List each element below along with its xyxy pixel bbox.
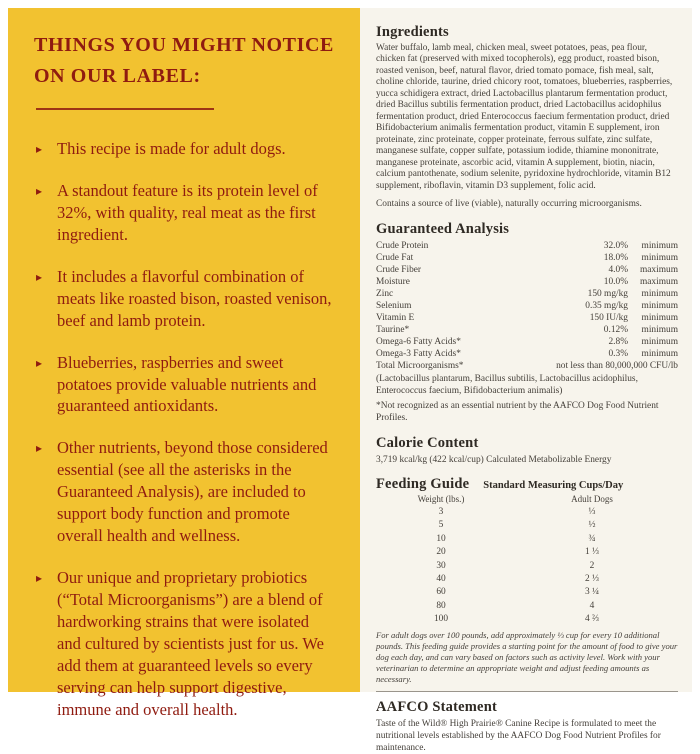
bullet-text: Other nutrients, beyond those considered essential (see all the asterisks in the Guaranteed Analysis), are included to support body function and promote overall health and wellness. <box>57 438 328 546</box>
weight-value: 80 <box>436 600 446 611</box>
ingredients-text: Water buffalo, lamb meal, chicken meal, sweet potatoes, peas, pea flour, chicken fat (preserved with mixed tocopherols), egg product, roasted bison, roasted venison, beef, natural flavor, dried tomato pomace, fish meal, salt, choline chloride, taurine, dried chicory root, tomatoes, blueberries, raspberries, yucca schidigera extract, dried Lactobacillus plantarum fermentation product, dried Bacillus subtilis fermentation product, dried Lactobacillus acidophilus fermentation product, dried Enterococcus faecium fermentation product, dried Bifidobacterium animalis fermentation product, vitamin E supplement, iron proteinate, zinc proteinate, copper proteinate, ferrous sulfate, zinc sulfate, manganese sulfate, copper sulfate, potassium iodide, thiamine mononitrate, manganese proteinate, ascorbic acid, vitamin A supplement, biotin, niacin, calcium pantothenate, sodium selenite, pyridoxine hydrochloride, vitamin B12 supplement, riboflavin, vitamin D3 supplement, folic acid. <box>376 43 673 191</box>
nutrient-name: Omega-3 Fatty Acids* <box>376 348 461 359</box>
cups-value: 4 <box>589 600 595 611</box>
cups-value: ½ <box>588 520 596 531</box>
list-item <box>34 437 334 547</box>
table-row <box>376 573 678 586</box>
weight-value: 30 <box>436 560 446 571</box>
measuring-cups-heading: Standard Measuring Cups/Day <box>483 480 624 492</box>
calorie-content-section <box>376 435 678 466</box>
weight-value: 5 <box>438 520 444 531</box>
table-row <box>376 312 678 324</box>
nutrient-name: Crude Fat <box>376 252 414 263</box>
bullet-text: A standout feature is its protein level of 32%, with quality, real meat as the first ingredient. <box>57 180 318 244</box>
bullet-arrow-icon: ▸ <box>36 355 43 370</box>
live-microorganisms-note: Contains a source of live (viable), naturally occurring microorganisms. <box>376 199 642 210</box>
table-row <box>376 586 678 599</box>
ingredients-heading: Ingredients <box>376 24 449 40</box>
bullet-text: Our unique and proprietary probiotics (“Total Microorganisms”) are a blend of hardworking strains that were isolated and cultured by scientists just for us. We add them at guaranteed levels so every serving can help support digestive, immune and overall health. <box>57 568 324 719</box>
weight-column-header: Weight (lbs.) <box>417 494 465 505</box>
table-row <box>376 240 678 252</box>
weight-value: 10 <box>436 533 446 544</box>
nutrient-value: 18.0% <box>603 252 628 263</box>
weight-value: 100 <box>433 613 449 624</box>
table-row <box>376 348 678 360</box>
adult-dogs-column-header: Adult Dogs <box>571 494 613 505</box>
table-row <box>376 336 678 348</box>
list-item <box>34 352 334 418</box>
table-row <box>376 300 678 312</box>
nutrient-value: 0.12% <box>603 324 628 335</box>
table-row <box>376 560 678 573</box>
table-row <box>376 546 678 559</box>
nutrient-name: Moisture <box>376 276 410 287</box>
weight-value: 3 <box>438 507 444 518</box>
bullet-text: This recipe is made for adult dogs. <box>57 139 286 158</box>
nutrient-value: 10.0% <box>603 276 628 287</box>
nutrient-qualifier: minimum <box>641 300 678 311</box>
cups-value: 3 ¼ <box>584 587 600 598</box>
bullet-arrow-icon: ▸ <box>36 183 43 198</box>
nutrient-qualifier: minimum <box>641 312 678 323</box>
nutrient-value: 32.0% <box>603 240 628 251</box>
bullet-arrow-icon: ▸ <box>36 142 43 156</box>
nutrient-qualifier: minimum <box>641 240 678 251</box>
table-row <box>376 252 678 264</box>
aafco-text: Taste of the Wild® High Prairie® Canine Recipe is formulated to meet the nutritional levels established by the AAFCO Dog Food Nutrient Profiles for maintenance. <box>376 719 661 754</box>
nutrient-qualifier: minimum <box>641 324 678 335</box>
nutrient-name: Total Microorganisms* <box>376 360 464 371</box>
feeding-guide-note: For adult dogs over 100 pounds, add approximately ⅓ cup for every 10 additional pounds. This feeding guide provides a starting point for the amount of food to give your dog each day, and can vary based on factors such as activity level. Work with your veterinarian to determine an appropriate weight and adjust feeding amounts as necessary. <box>376 630 678 692</box>
weight-value: 40 <box>436 573 446 584</box>
nutrient-name: Omega-6 Fatty Acids* <box>376 336 461 347</box>
aafco-statement-section <box>376 699 678 754</box>
nutrient-name: Selenium <box>376 300 412 311</box>
feeding-guide-section <box>376 476 678 692</box>
table-row <box>376 506 678 519</box>
weight-value: 60 <box>436 587 446 598</box>
bullet-text: Blueberries, raspberries and sweet potatoes provide valuable nutrients and guaranteed antioxidants. <box>57 352 317 416</box>
asterisk-footnote: *Not recognized as an essential nutrient by the AAFCO Dog Food Nutrient Profiles. <box>376 401 659 424</box>
microorganism-species-list: (Lactobacillus plantarum, Bacillus subtilis, Lactobacillus acidophilus, Enterococcus faecium, Bifidobacterium animalis) <box>376 373 638 396</box>
cups-value: 1 ⅓ <box>584 547 600 558</box>
cups-value: ¾ <box>588 533 596 544</box>
nutrient-qualifier: minimum <box>641 288 678 299</box>
list-item <box>34 266 334 332</box>
table-row <box>376 533 678 546</box>
table-row <box>376 264 678 276</box>
table-row <box>376 613 678 626</box>
nutrient-value: 150 mg/kg <box>587 288 628 299</box>
aafco-heading: AAFCO Statement <box>376 699 497 716</box>
feeding-guide-header <box>376 476 678 493</box>
feeding-guide-heading: Feeding Guide <box>376 476 470 493</box>
table-row <box>376 360 678 372</box>
table-row <box>376 324 678 336</box>
nutrient-qualifier: maximum <box>639 264 678 275</box>
nutrient-name: Vitamin E <box>376 312 415 323</box>
nutrient-qualifier: minimum <box>641 252 678 263</box>
calorie-content-heading: Calorie Content <box>376 434 479 451</box>
bullet-arrow-icon: ▸ <box>36 441 43 456</box>
nutrient-name: Crude Fiber <box>376 264 422 275</box>
label-notes-panel <box>8 8 360 719</box>
nutrient-qualifier: minimum <box>641 336 678 347</box>
nutrient-value: 150 IU/kg <box>589 312 628 323</box>
nutrient-name: Taurine* <box>376 324 410 335</box>
calorie-content-text: 3,719 kcal/kg (422 kcal/cup) Calculated Metabolizable Energy <box>376 454 612 465</box>
list-item <box>34 138 334 160</box>
nutrient-value: 0.35 mg/kg <box>585 300 628 311</box>
bullet-text: It includes a flavorful combination of meats like roasted bison, roasted venison, beef and lamb protein. <box>57 266 332 330</box>
nutrient-value: 2.8% <box>608 336 628 347</box>
cups-value: 2 <box>589 560 595 571</box>
table-row <box>376 276 678 288</box>
bullet-arrow-icon: ▸ <box>36 571 43 586</box>
list-item <box>34 180 334 246</box>
cups-value: 2 ⅓ <box>584 573 600 584</box>
table-row <box>376 519 678 532</box>
nutrient-value: 0.3% <box>608 348 628 359</box>
nutrition-panel <box>360 8 692 754</box>
nutrient-value: not less than 80,000,000 CFU/lb <box>556 360 678 371</box>
weight-value: 20 <box>436 547 446 558</box>
list-item <box>34 567 334 721</box>
guaranteed-analysis-table <box>376 240 678 372</box>
guaranteed-analysis-heading: Guaranteed Analysis <box>376 220 510 237</box>
nutrient-value: 4.0% <box>608 264 628 275</box>
nutrient-name: Crude Protein <box>376 240 429 251</box>
table-row <box>376 288 678 300</box>
table-row <box>376 600 678 613</box>
nutrient-name: Zinc <box>376 288 394 299</box>
nutrient-qualifier: maximum <box>639 276 678 287</box>
cups-value: ⅓ <box>588 507 596 518</box>
nutrient-qualifier: minimum <box>641 348 678 359</box>
cups-value: 4 ⅔ <box>584 613 600 624</box>
bullet-arrow-icon: ▸ <box>36 269 43 284</box>
title-divider <box>36 108 214 110</box>
feeding-guide-columns <box>376 494 678 504</box>
panel-title: THINGS YOU MIGHT NOTICE ON OUR LABEL: <box>34 34 334 87</box>
